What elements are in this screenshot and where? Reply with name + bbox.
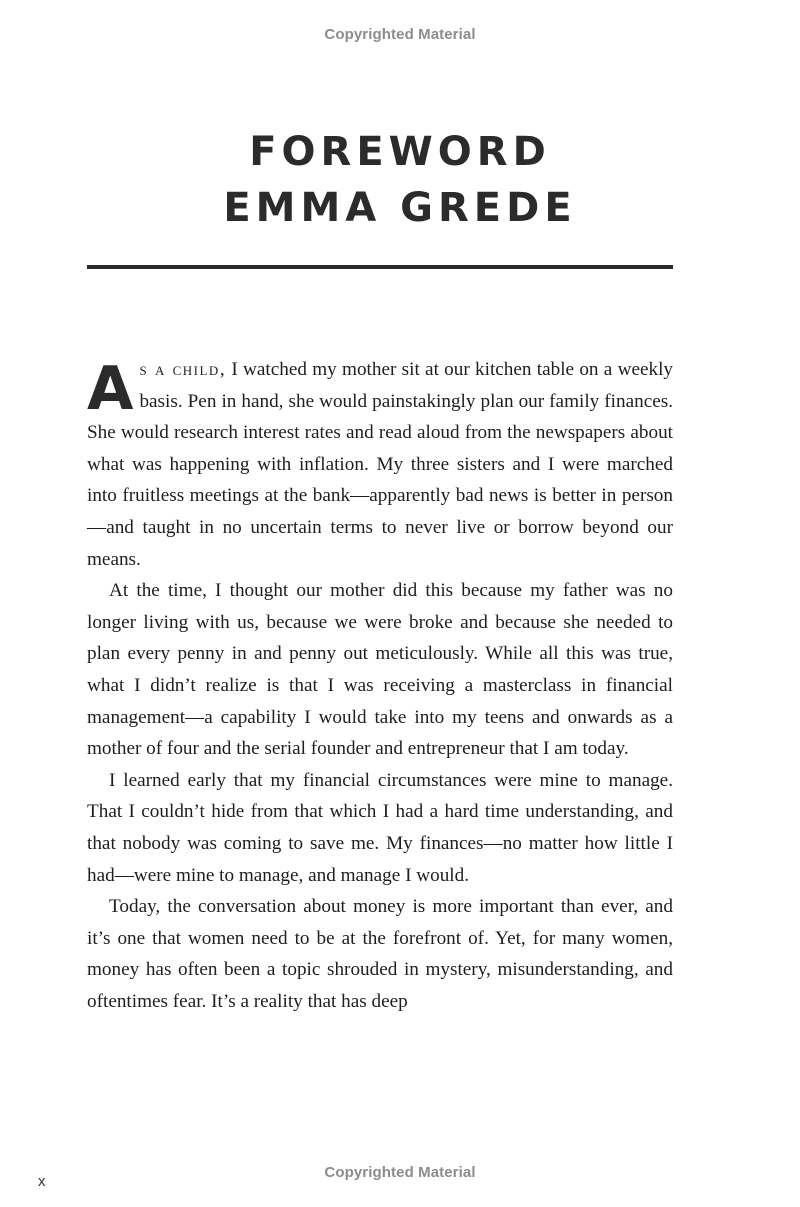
- chapter-author: EMMA GREDE: [223, 185, 577, 231]
- page-number: x: [38, 1173, 46, 1190]
- drop-cap: A: [87, 354, 134, 424]
- paragraph-3: I learned early that my financial circumstances were mine to manage. That I couldn’t hide from that which I had a hard time understanding, and that nobody was coming to save me. My finances—no matter how little I had—were mine to manage, and manage I would.: [87, 769, 673, 886]
- paragraph-1-text: I watched my mother sit at our kitchen table on a weekly basis. Pen in hand, she would painstakingly plan our family finances. She would research interest rates and read aloud from the newspapers about what was happening with inflation. My three sisters and I were marched into fruitless meetings at the bank—apparently bad news is better in person—and taught in no uncertain terms to never live or borrow beyond our means.: [87, 359, 673, 570]
- small-caps-lead: s a child,: [139, 359, 227, 380]
- body-text: [87, 354, 673, 1017]
- heading-rule: [87, 265, 673, 269]
- chapter-title: FOREWORD: [249, 129, 551, 175]
- paragraph-1: [87, 354, 673, 575]
- copyright-watermark-bottom: Copyrighted Material: [324, 1164, 476, 1181]
- copyright-watermark-top: Copyrighted Material: [324, 26, 476, 43]
- paragraph-2: At the time, I thought our mother did this because my father was no longer living with us, because we were broke and because she needed to plan every penny in and penny out meticulously. While all this was true, what I didn’t realize is that I was receiving a masterclass in financial management—a capability I would take into my teens and onwards as a mother of four and the serial founder and entrepreneur that I am today.: [87, 580, 673, 760]
- paragraph-4: Today, the conversation about money is more important than ever, and it’s one that women need to be at the forefront of. Yet, for many women, money has often been a topic shrouded in mystery, misunderstanding, and oftentimes fear. It’s a reality that has deep: [87, 896, 673, 1012]
